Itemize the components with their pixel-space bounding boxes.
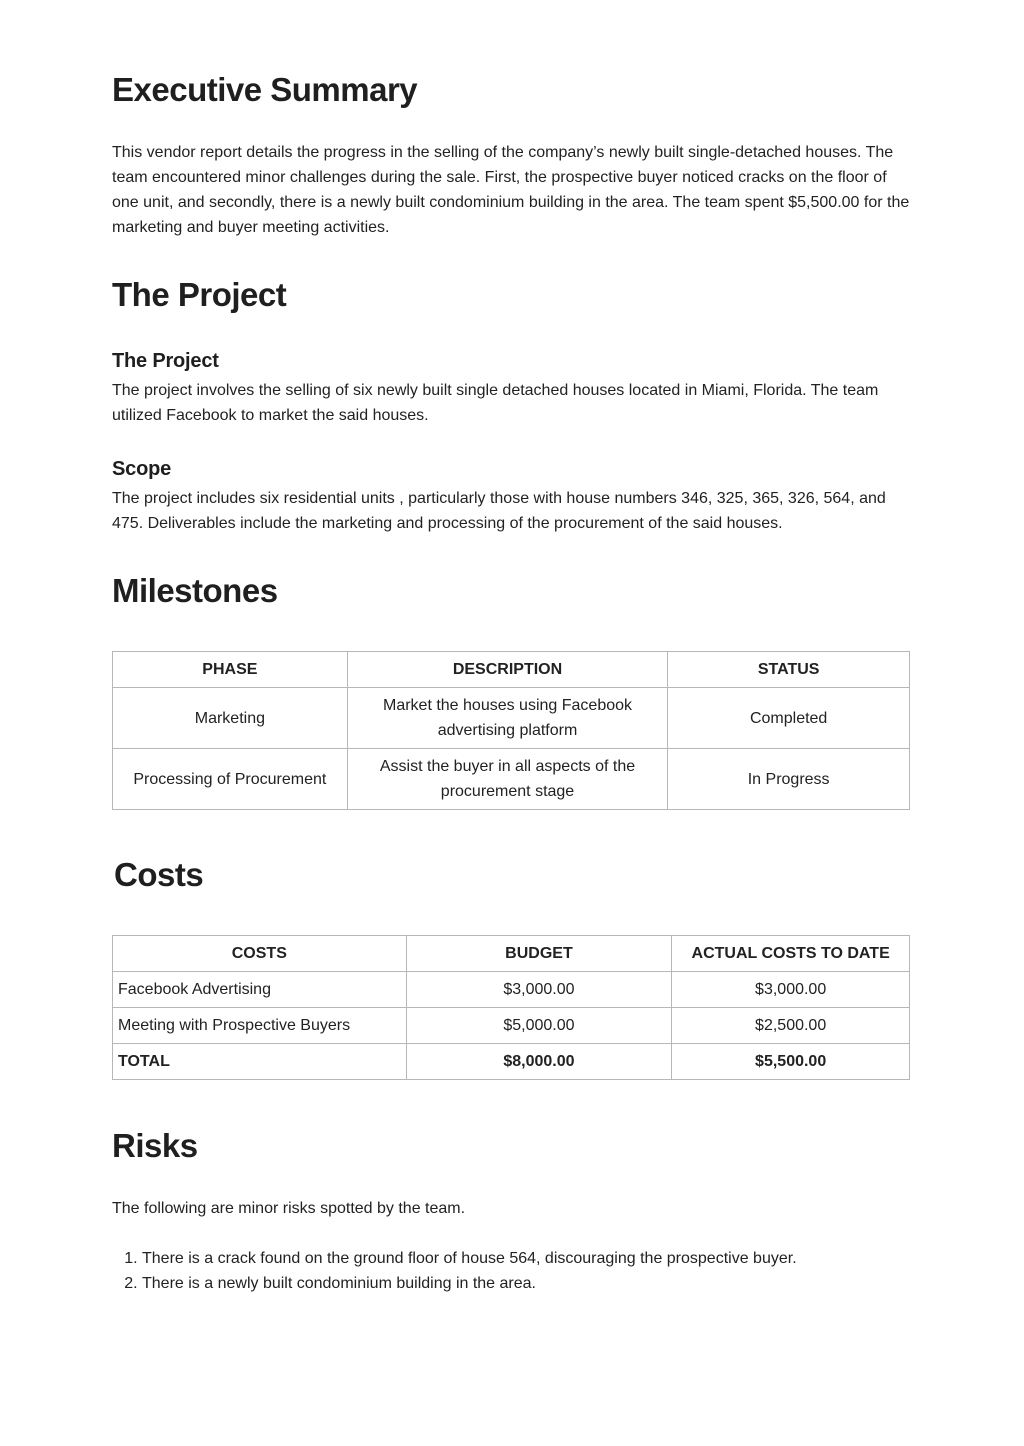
table-row (113, 972, 910, 1008)
actual-cell: $2,500.00 (672, 1008, 910, 1044)
status-cell: Completed (668, 688, 910, 749)
total-budget-cell: $8,000.00 (406, 1044, 672, 1080)
total-actual-cell: $5,500.00 (672, 1044, 910, 1080)
cost-item-cell: Meeting with Prospective Buyers (113, 1008, 407, 1044)
costs-table (112, 935, 910, 1080)
column-header-budget: BUDGET (406, 936, 672, 972)
project-body: The project involves the selling of six newly built single detached houses located in Miami, Florida. The team utilized Facebook to market the said houses. (112, 382, 879, 424)
milestones-header-row (113, 652, 910, 688)
cost-item-cell: Facebook Advertising (113, 972, 407, 1008)
column-header-costs: COSTS (113, 936, 407, 972)
milestones-table (112, 651, 910, 810)
executive-summary-body: This vendor report details the progress in the selling of the company’s newly built single-detached houses. The team encountered minor challenges during the sale. First, the prospective buyer noticed cracks on the floor of one unit, and secondly, there is a newly built condominium building in the area. The team spent $5,500.00 for the marketing and buyer meeting activities. (112, 144, 910, 236)
total-label-cell: TOTAL (113, 1044, 407, 1080)
column-header-actual: ACTUAL COSTS TO DATE (672, 936, 910, 972)
project-subheading: The Project (112, 350, 219, 372)
phase-cell: Processing of Procurement (113, 749, 348, 810)
budget-cell: $5,000.00 (406, 1008, 672, 1044)
costs-header-row (113, 936, 910, 972)
status-cell: In Progress (668, 749, 910, 810)
executive-summary-heading: Executive Summary (112, 71, 418, 108)
column-header-description: DESCRIPTION (347, 652, 668, 688)
table-row (113, 749, 910, 810)
description-cell: Market the houses using Facebook advertising platform (347, 688, 668, 749)
list-item: 1. There is a crack found on the ground floor of house 564, discouraging the prospective buyer. (142, 1246, 912, 1271)
risks-list (112, 1246, 912, 1296)
description-cell: Assist the buyer in all aspects of the procurement stage (347, 749, 668, 810)
table-row (113, 1008, 910, 1044)
risks-intro: The following are minor risks spotted by the team. (112, 1200, 466, 1217)
budget-cell: $3,000.00 (406, 972, 672, 1008)
project-heading: The Project (112, 276, 287, 313)
total-row (113, 1044, 910, 1080)
costs-heading: Costs (114, 856, 204, 893)
milestones-heading: Milestones (112, 572, 278, 609)
scope-body: The project includes six residential units , particularly those with house numbers 346, 325, 365, 326, 564, and 475. Deliverables include the marketing and processing of the procurement of the said houses. (112, 490, 886, 532)
risks-heading: Risks (112, 1127, 198, 1164)
column-header-status: STATUS (668, 652, 910, 688)
list-item: 2. There is a newly built condominium building in the area. (142, 1271, 912, 1296)
phase-cell: Marketing (113, 688, 348, 749)
scope-heading: Scope (112, 458, 172, 480)
column-header-phase: PHASE (113, 652, 348, 688)
actual-cell: $3,000.00 (672, 972, 910, 1008)
table-row (113, 688, 910, 749)
